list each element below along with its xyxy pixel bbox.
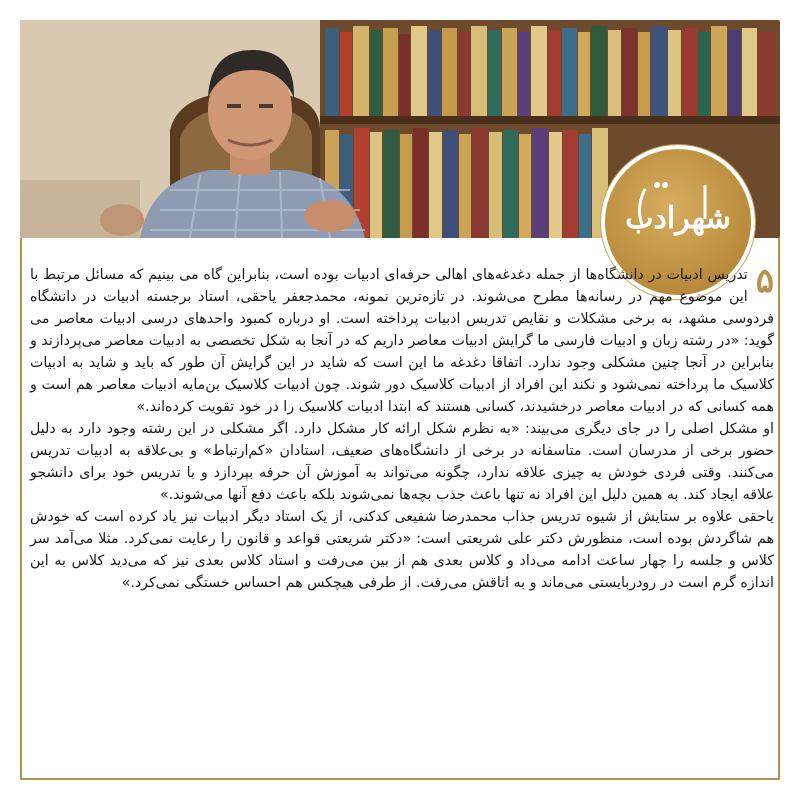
article-paragraph-2: او مشکل اصلی را در جای دیگری می‌بیند: «به نظرم شکل ارائه کار مشکل دارد. اگر مشکلی در این رشته وجود دارد به دلیل حضور برخی از مدرسان است. متاسفانه در برخی از دانشگاه‌های ضعیف، استادان «کم‌ارتباط» و بی‌علاقه به ادبیات تدریس می‌کنند. وقتی فردی خودش به چیزی علاقه ندارد، چگونه می‌تواند به آموزش آن حرفه بپردازد و با تدریس خود برای دانشجو علاقه ایجاد کند. به همین دلیل این افراد نه تنها باعث جذب بچه‌ها نمی‌شوند بلکه باعث دفع آنها می‌شوند.» — [30, 421, 774, 503]
article-paragraph-3: یاحقی علاوه بر ستایش از شیوه تدریس جذاب محمدرضا شفیعی کدکنی، از یک استاد دیگر ادبیات نیز یاد کرده است که خودش هم شاگردش بوده است، منظورش دکتر علی شریعتی است: «دکتر شریعتی قواعد و قانون را رعایت نمی‌کرد. مثلا می‌آمد سر کلاس و جلسه را چهار ساعت ادامه می‌داد و کلاس بعدی هم از بین می‌رفت و استاد کلاس بعدی نیز که می‌دید کلاس به این اندازه گرم است در رودربایستی می‌ماند و به اتاقش می‌رفت. از طرفی هیچکس هم احساس خستگی نمی‌کرد.» — [30, 509, 774, 591]
item-number: ۵ — [755, 261, 774, 301]
frame-border-right — [778, 238, 780, 780]
frame-border-bottom — [20, 778, 780, 780]
frame-border-left — [20, 238, 22, 780]
logo-text: شهرادب — [625, 201, 731, 236]
article-paragraph-1: تدریس ادبیات در دانشگاه‌ها از جمله دغدغه‌های اهالی حرفه‌ای ادبیات بوده است، بنابراین گاه می بینیم که مسائل مرتبط با این موضوع مهم در رسانه‌ها مطرح می‌شوند. در تازه‌ترین نمونه، محمدجعفر یاحقی، استاد برجسته ادبیات در دانشگاه فردوسی مشهد، به برخی مشکلات و نقایص تدریس ادبیات پرداخته است. او درباره کمبود واحدهای درسی ادبیات معاصر می گوید: «در رشته زبان و ادبیات فارسی ما گرایش ادبیات معاصر داریم که در آنجا به شکل تخصصی به ادبیات معاصر می‌پردازند و بنابراین در آنجا چنین مشکلی وجود ندارد. اتفاقا دغدغه ما این است که شاید در این گرایش آن طور که باید و شاید به ادبیات کلاسیک ما پرداخته نمی‌شود و نکند این افراد از ادبیات کلاسیک دور شوند. چون ادبیات کلاسیک بن‌مایه ادبیات معاصر هم است و همه کسانی که در ادبیات معاصر درخشیدند، کسانی هستند که ابتدا ادبیات کلاسیک را در خود تقویت کرده‌اند.» — [30, 267, 774, 415]
article-body — [30, 261, 774, 594]
